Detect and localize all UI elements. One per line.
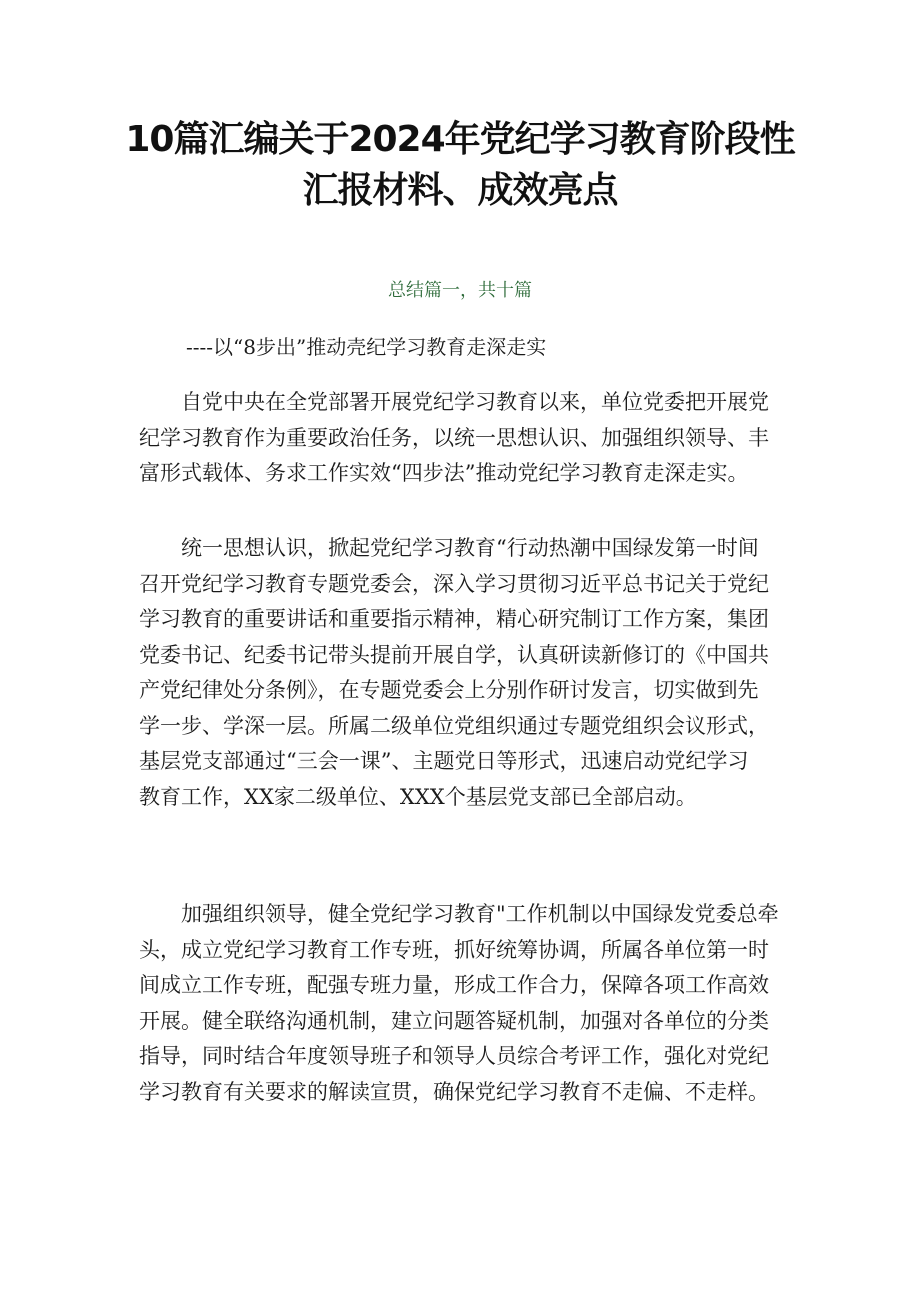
- paragraph-line: 统一思想认识，掀起党纪学习教育“行动热潮中国绿发第一时间: [181, 536, 759, 560]
- paragraph-line: 基层党支部通过“三会一课”、主题党日等形式，迅速启动党纪学习: [139, 749, 749, 773]
- paragraph-line: 头，成立党纪学习教育工作专班，抓好统筹协调，所属各单位第一时: [139, 937, 769, 962]
- paragraph-line: 学习教育的重要讲话和重要指示精神，精心研究制订工作方案，集团: [139, 607, 769, 631]
- paragraph-line: 间成立工作专班，配强专班力量，形成工作合力，保障各项工作高效: [139, 973, 769, 997]
- document-title-line-2: 汇报材料、成效亮点: [302, 170, 618, 211]
- body-paragraph-2: [139, 531, 799, 815]
- paragraph-line: 学一步、学深一层。所属二级单位党组织通过专题党组织会议形式，: [139, 713, 769, 738]
- paragraph-line: 富形式载体、务求工作实效“四步法”推动党纪学习教育走深走实。: [139, 461, 749, 485]
- section-subtitle: 总结篇一，共十篇: [388, 280, 532, 301]
- paragraph-line: 纪学习教育作为重要政治任务，以统一思想认识、加强组织领导、丰: [139, 425, 769, 450]
- paragraph-line: 教育工作，XX家二级单位、XXX个基层党支部已全部启动。: [139, 784, 697, 809]
- document-title-line-1: 10篇汇编关于2024年党纪学习教育阶段性: [125, 119, 795, 160]
- paragraph-line: 指导，同时结合年度领导班子和领导人员综合考评工作，强化对党纪: [139, 1044, 769, 1068]
- body-paragraph-1: [139, 385, 799, 492]
- paragraph-line: 党委书记、纪委书记带头提前开展自学，认真研读新修订的《中国共: [139, 642, 769, 667]
- paragraph-line: 学习教育有关要求的解读宣贯，确保党纪学习教育不走偏、不走样。: [139, 1079, 769, 1104]
- body-paragraph-3: [139, 897, 799, 1110]
- paragraph-line: 召开党纪学习教育专题党委会，深入学习贯彻习近平总书记关于党纪: [139, 571, 769, 596]
- paragraph-line: 开展。健全联络沟通机制，建立问题答疑机制，加强对各单位的分类: [139, 1008, 769, 1033]
- paragraph-line: 加强组织领导，健全党纪学习教育"工作机制以中国绿发党委总牵: [181, 902, 779, 926]
- section-byline: ----以“8步出”推动壳纪学习教育走深走实: [186, 335, 547, 359]
- paragraph-line: 自党中央在全党部署开展党纪学习教育以来，单位党委把开展党: [181, 390, 769, 414]
- paragraph-line: 产党纪律处分条例》，在专题党委会上分别作研讨发言，切实做到先: [139, 678, 759, 702]
